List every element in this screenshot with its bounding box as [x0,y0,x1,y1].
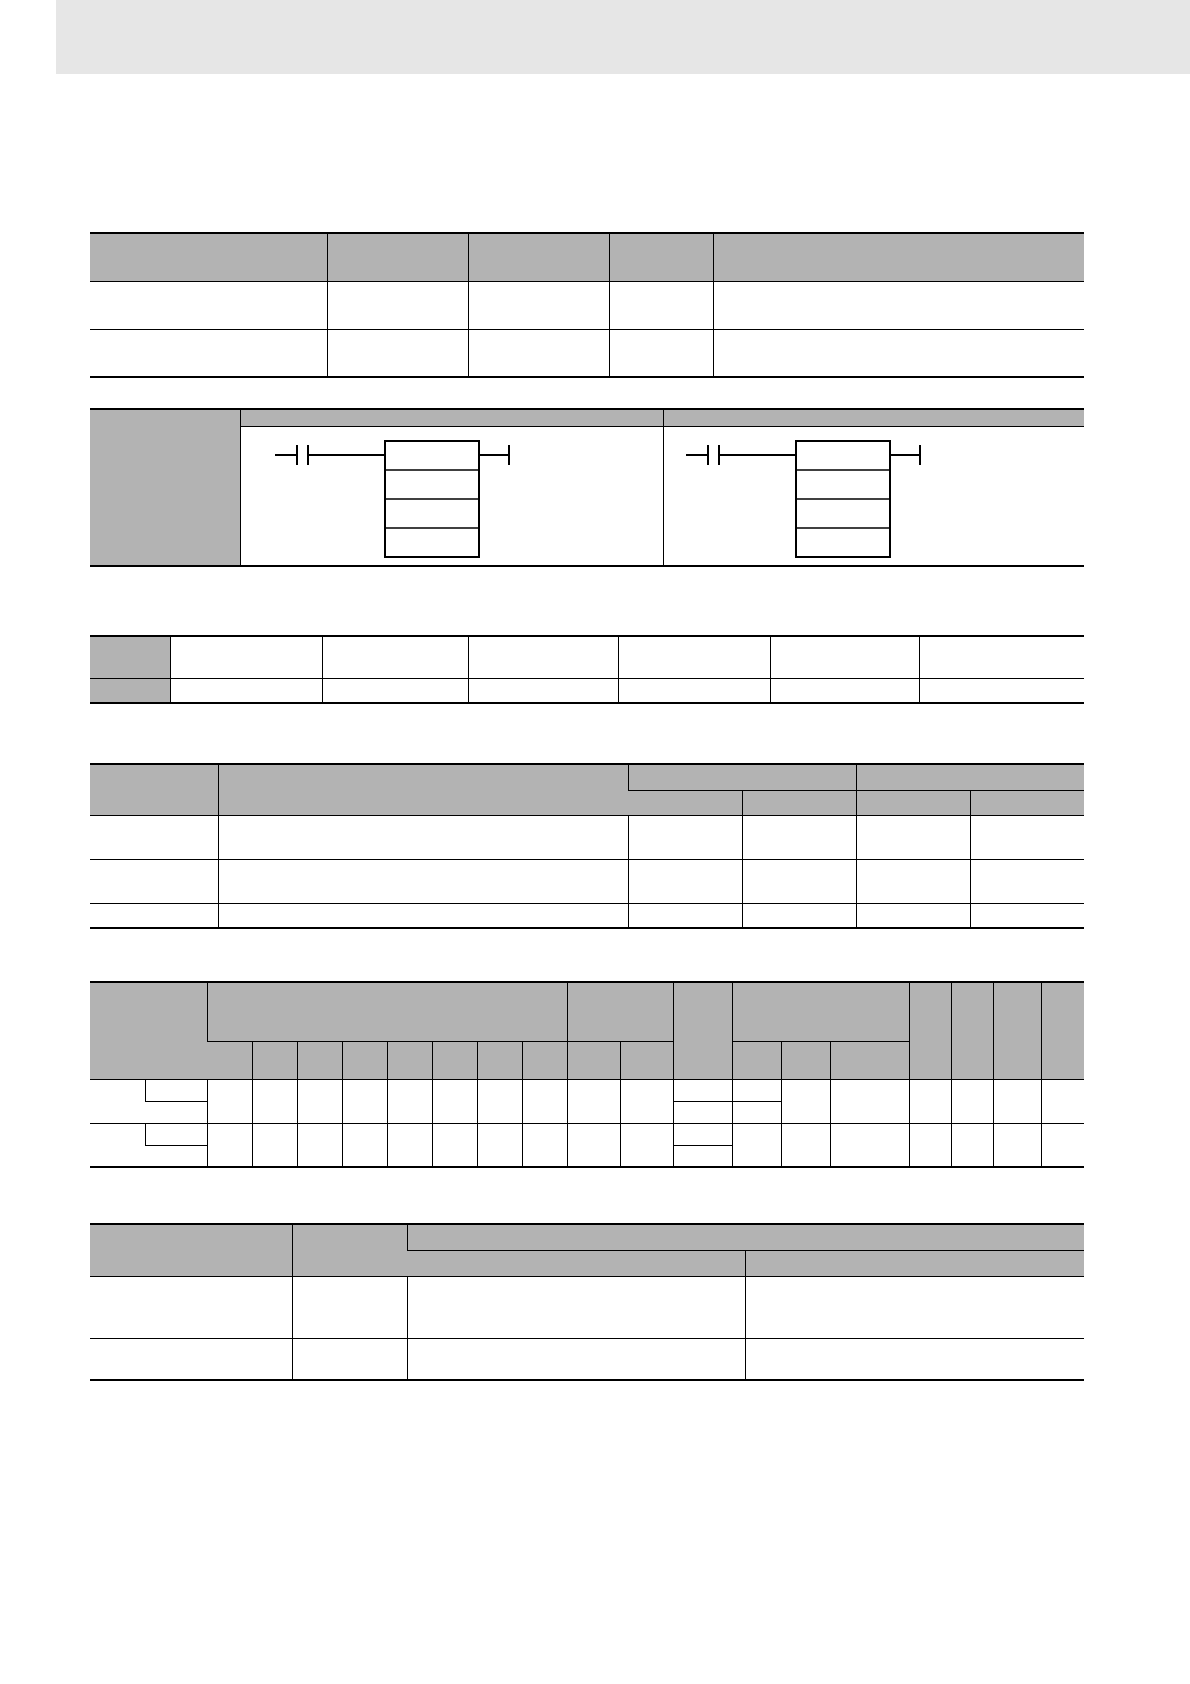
ladder-panel-right [663,408,1084,567]
ladder-diagram-right [664,427,1082,567]
table-row [90,329,1084,377]
table-row [90,1338,1084,1380]
table-row [90,281,1084,329]
instruction-table [90,232,1084,378]
table-row [90,859,1084,903]
table-row [90,1276,1084,1338]
ladder-symbol-block [90,408,1084,567]
table-row [90,636,1084,678]
table-row [90,678,1084,703]
table-row [90,815,1084,859]
operands-table [90,763,1084,929]
table-row [90,1079,1084,1101]
flags-table [90,1223,1084,1381]
operand-areas-table [90,981,1084,1168]
table-row [90,1123,1084,1145]
header-band [56,0,1190,74]
variations-table [90,635,1084,704]
ladder-label-cell [90,408,240,567]
ladder-panel-left [240,408,663,567]
table-row [90,903,1084,928]
ladder-diagram-left [241,427,661,567]
